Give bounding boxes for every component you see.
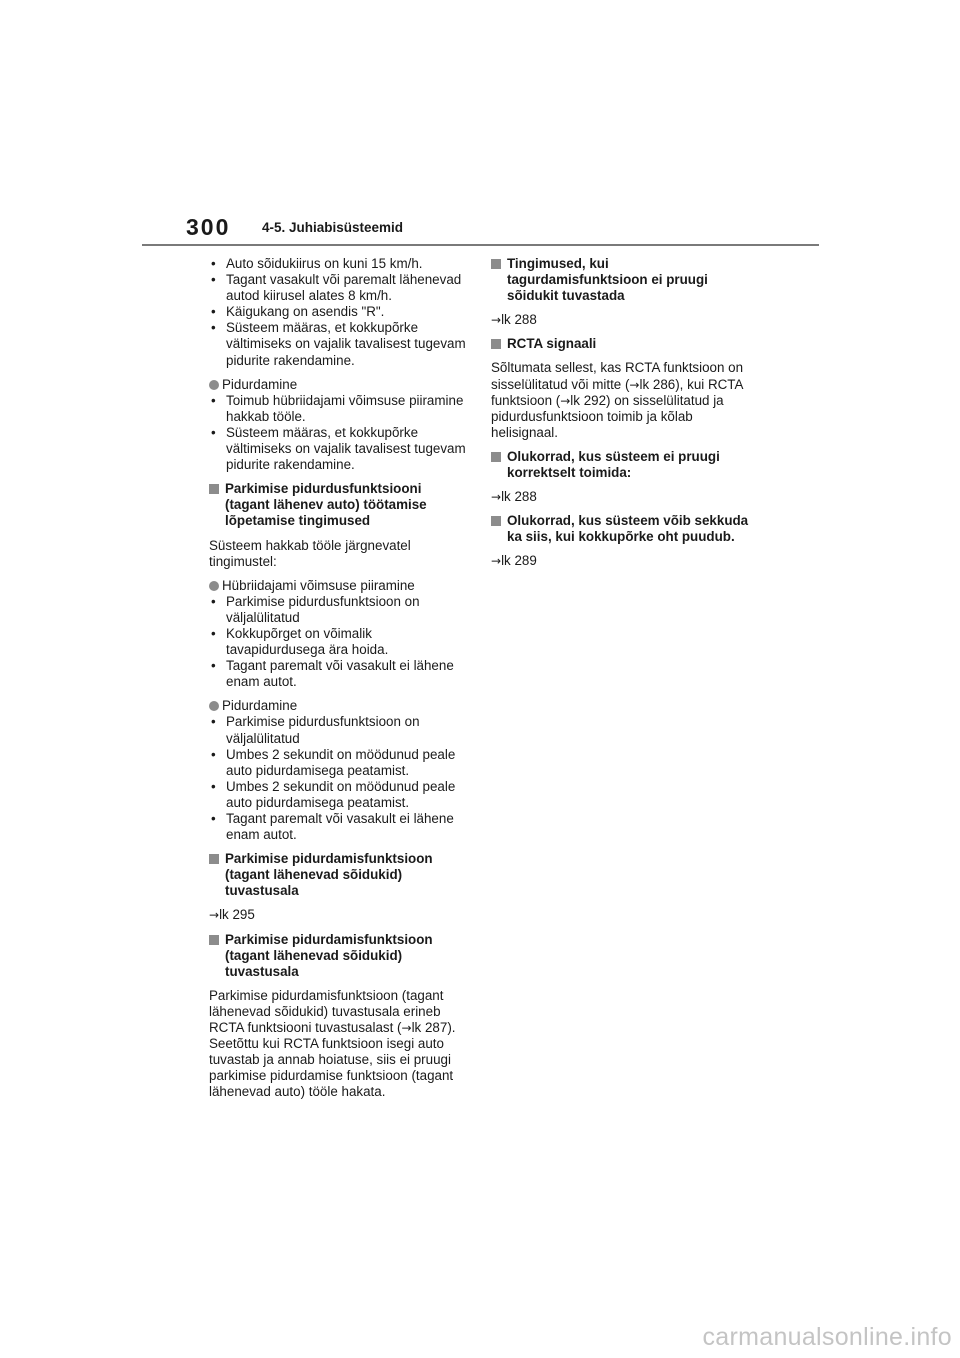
bullet-marker: • [211, 304, 216, 320]
inline-page-reference[interactable] [629, 377, 675, 392]
watermark: carmanualsonline.info [702, 1323, 952, 1351]
paragraph [491, 360, 749, 440]
list-item-text: Kokkupõrget on võimalik tavapidurdusega ära hoida. [226, 625, 389, 658]
subsection-heading-text: Tingimused, kui tagurdamisfunktsioon ei pruugi sõidukit tuvastada [507, 256, 708, 304]
list-item-text: Umbes 2 sekundit on möödunud peale auto pidurdamisega peatamist. [226, 778, 456, 810]
bullet-marker: • [211, 272, 216, 288]
paragraph-text: ). Seetõttu kui RCTA funktsioon isegi auto tuvastab ja annab hoiatuse, siis ei pruugi parkimise pidurdamise funktsioon (tagant lähenevad auto) tööle hakata. [209, 1020, 456, 1100]
list-item [209, 320, 467, 368]
list-item-text: Tagant paremalt või vasakult ei lähene enam autot. [226, 811, 454, 843]
bullet-marker: • [211, 256, 216, 271]
page-reference-text: lk 288 [501, 312, 537, 328]
list-item-text: Parkimise pidurdusfunktsioon on väljalülitatud [226, 714, 420, 746]
arrow-right-icon: → [209, 908, 220, 923]
square-bullet-icon [491, 452, 501, 462]
page-reference[interactable] [209, 907, 467, 923]
arrow-right-icon: → [401, 1021, 412, 1036]
subsection-heading-text: Parkimise pidurdusfunktsiooni (tagant lähenev auto) töötamise lõpetamise tingimused [225, 481, 427, 529]
paragraph [209, 988, 467, 1101]
paragraph: Süsteem hakkab tööle järgnevatel tingimustel: [209, 537, 411, 569]
page-reference-text: lk 289 [501, 553, 537, 569]
bullet-marker: • [211, 778, 216, 794]
circle-heading-text: Pidurdamine [222, 376, 298, 392]
circle-heading [209, 578, 467, 594]
inline-reference-text: lk 287 [411, 1020, 448, 1036]
subsection-heading [209, 851, 467, 899]
list-item [209, 714, 467, 746]
circle-group [209, 578, 467, 691]
list-item-text: Tagant vasakult või paremalt lähenevad autod kiirusel alates 8 km/h. [226, 272, 462, 304]
paragraph-text: ) on sisselülitatud ja pidurdusfunktsioon toimib ja kõlab helisignaal. [491, 392, 724, 440]
page-reference-text: lk 295 [219, 907, 255, 923]
list-item [209, 425, 467, 473]
square-bullet-icon [209, 484, 219, 494]
right-column [491, 256, 749, 578]
list-item-text: Parkimise pidurdusfunktsioon on väljalülitatud [226, 593, 420, 625]
list-item [209, 393, 467, 425]
subsection-heading [491, 256, 749, 304]
bullet-marker: • [211, 811, 216, 826]
subsection-heading-text: Parkimise pidurdamisfunktsioon (tagant lähenevad sõidukid) tuvastusala [225, 851, 433, 899]
circle-heading [209, 698, 467, 714]
circle-heading-text: Hübriidajami võimsuse piiramine [222, 577, 415, 593]
subsection-heading-text: Olukorrad, kus süsteem võib sekkuda ka siis, kui kokkupõrke oht puudub. [507, 513, 749, 545]
square-bullet-icon [491, 516, 501, 526]
square-bullet-icon [491, 339, 501, 349]
subsection-heading [209, 481, 467, 529]
circle-bullet-icon [209, 581, 219, 591]
subsection-heading [491, 513, 749, 545]
subsection-heading-text: RCTA signaali [507, 336, 597, 352]
list-item [209, 658, 467, 690]
page-reference[interactable] [491, 312, 749, 328]
list-item [209, 626, 467, 658]
section-title: 4-5. Juhiabisüsteemid [262, 220, 404, 235]
left-column [209, 256, 467, 1109]
paragraph-text: ), kui RCTA funktsioon ( [491, 376, 743, 408]
list-item [209, 811, 467, 843]
header-rule [142, 244, 819, 246]
circle-heading [209, 377, 467, 393]
inline-reference-text: lk 292 [570, 392, 607, 408]
bullet-marker: • [211, 658, 216, 674]
page-reference-text: lk 288 [501, 489, 537, 505]
bullet-marker: • [211, 424, 216, 440]
inline-page-reference[interactable] [560, 393, 606, 408]
subsection-heading [209, 932, 467, 980]
list-item [209, 594, 467, 626]
circle-heading-text: Pidurdamine [222, 698, 298, 714]
bullet-marker: • [211, 593, 216, 609]
arrow-right-icon: → [560, 393, 571, 408]
subsection-heading-text: Olukorrad, kus süsteem ei pruugi korrektselt toimida: [507, 448, 720, 481]
list-item [209, 272, 467, 304]
circle-group [209, 377, 467, 474]
inline-page-reference[interactable] [402, 1020, 448, 1035]
circle-bullet-icon [209, 701, 219, 711]
list-item [209, 779, 467, 811]
paragraph-text: Parkimise pidurdamisfunktsioon (tagant lähenevad sõidukid) tuvastusala erineb RCTA funktsiooni tuvastusalast ( [209, 987, 444, 1036]
arrow-right-icon: → [491, 490, 502, 505]
bullet-marker: • [211, 320, 216, 336]
bullet-marker: • [211, 746, 216, 762]
list-item-text: Süsteem määras, et kokkupõrke vältimiseks on vajalik tavalisest tugevam pidurite rakendamine. [226, 424, 466, 473]
list-item-text: Süsteem määras, et kokkupõrke vältimiseks on vajalik tavalisest tugevam pidurite rakendamine. [226, 320, 466, 368]
list-item [209, 256, 467, 272]
list-item [209, 747, 467, 779]
page-reference[interactable] [491, 553, 749, 569]
page-reference[interactable] [491, 489, 749, 505]
square-bullet-icon [209, 854, 219, 864]
subsection-heading [491, 336, 749, 352]
circle-bullet-icon [209, 380, 219, 390]
list-item-text: Toimub hübriidajami võimsuse piiramine hakkab tööle. [226, 392, 464, 424]
bullet-marker: • [211, 714, 216, 730]
bullet-marker: • [211, 625, 216, 641]
inline-reference-text: lk 286 [639, 376, 676, 392]
arrow-right-icon: → [491, 313, 502, 328]
square-bullet-icon [209, 935, 219, 945]
arrow-right-icon: → [629, 377, 640, 392]
list-item-text: Käigukang on asendis "R". [226, 304, 385, 320]
list-item-text: Auto sõidukiirus on kuni 15 km/h. [226, 256, 423, 271]
circle-group [209, 698, 467, 843]
arrow-right-icon: → [491, 554, 502, 569]
bullet-marker: • [211, 392, 216, 408]
list-item-text: Umbes 2 sekundit on möödunud peale auto pidurdamisega peatamist. [226, 746, 456, 778]
subsection-heading [491, 449, 749, 481]
page-number: 300 [186, 214, 231, 240]
bullet-list [209, 256, 467, 369]
square-bullet-icon [491, 259, 501, 269]
paragraph-text: Sõltumata sellest, kas RCTA funktsioon on sisselülitatud või mitte ( [491, 360, 744, 392]
subsection-heading-text: Parkimise pidurdamisfunktsioon (tagant lähenevad sõidukid) tuvastusala [225, 931, 433, 979]
list-item-text: Tagant paremalt või vasakult ei lähene enam autot. [226, 658, 454, 690]
list-item [209, 304, 467, 320]
